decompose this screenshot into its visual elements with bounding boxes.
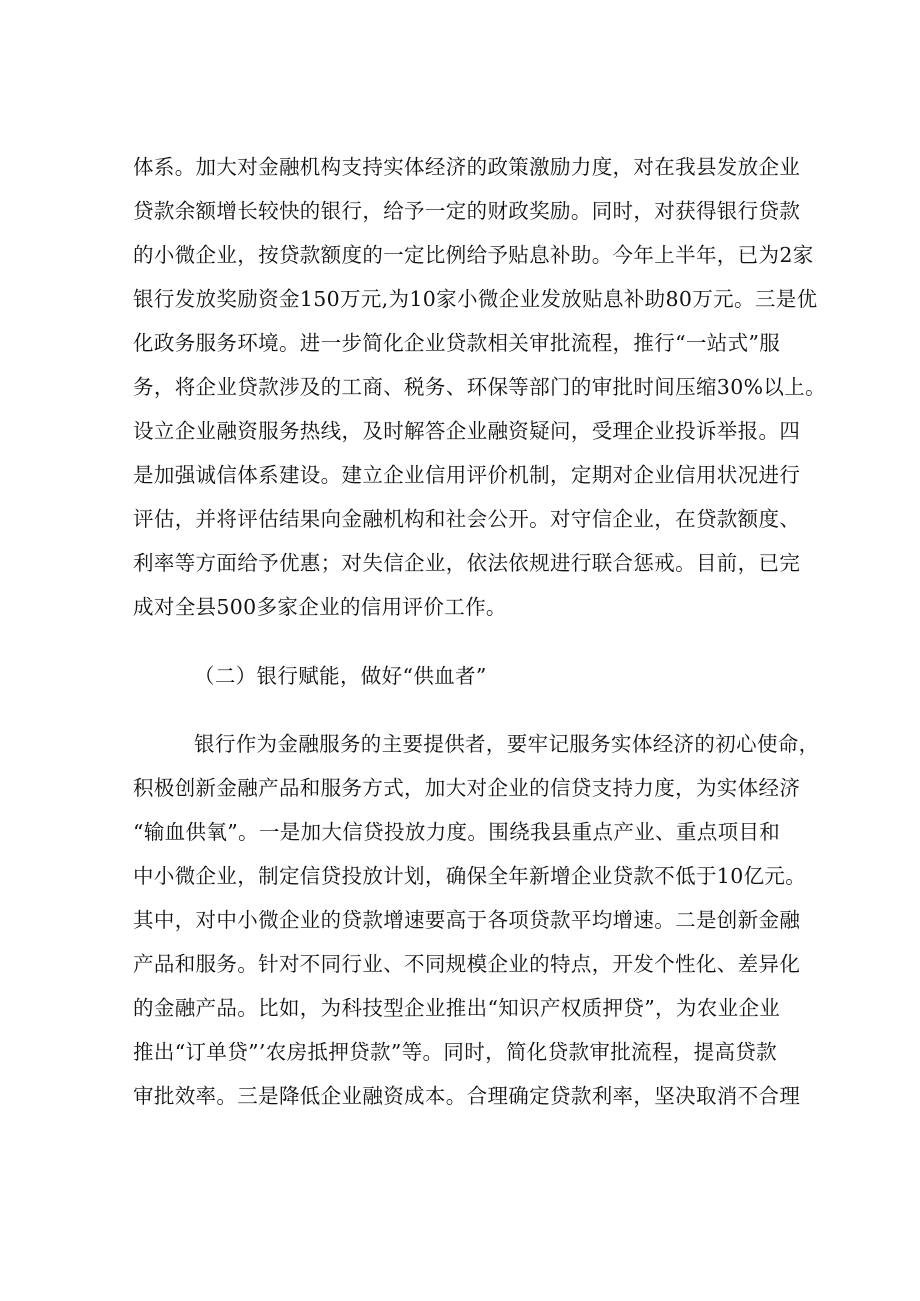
paragraph-1-line-4: 银行发放奖励资金150万元,为10家小微企业发放贴息补助80万元。三是优	[133, 287, 818, 311]
paragraph-1-line-5: 化政务服务环境。进一步简化企业贷款相关审批流程，推行“一站式”服	[133, 331, 781, 355]
paragraph-2-line-3: “输血供氧”。一是加大信贷投放力度。围绕我县重点产业、重点项目和	[133, 820, 781, 844]
section-heading: （二）银行赋能，做好“供血者”	[194, 664, 487, 688]
paragraph-1-line-2: 贷款余额增长较快的银行，给予一定的财政奖励。同时，对获得银行贷款	[133, 199, 801, 223]
paragraph-1-line-9: 评估，并将评估结果向金融机构和社会公开。对守信企业，在贷款额度、	[133, 507, 801, 531]
paragraph-2-line-5: 其中，对中小微企业的贷款增速要高于各项贷款平均增速。二是创新金融	[133, 908, 801, 932]
paragraph-1-line-8: 是加强诚信体系建设。建立企业信用评价机制，定期对企业信用状况进行	[133, 463, 801, 487]
paragraph-1-line-7: 设立企业融资服务热线，及时解答企业融资疑问，受理企业投诉举报。四	[133, 419, 801, 443]
paragraph-2-line-7: 的金融产品。比如，为科技型企业推出“知识产权质押贷”，为农业企业	[133, 996, 781, 1020]
paragraph-2-line-6: 产品和服务。针对不同行业、不同规模企业的特点，开发个性化、差异化	[133, 952, 801, 976]
paragraph-2-line-9: 审批效率。三是降低企业融资成本。合理确定贷款利率，坚决取消不合理	[133, 1084, 801, 1108]
paragraph-2-line-4: 中小微企业，制定信贷投放计划，确保全年新增企业贷款不低于10亿元。	[133, 864, 807, 888]
paragraph-1-line-10: 利率等方面给予优惠；对失信企业，依法依规进行联合惩戒。目前，已完	[133, 551, 801, 575]
paragraph-1-line-11: 成对全县500多家企业的信用评价工作。	[133, 595, 507, 619]
paragraph-1-line-6: 务，将企业贷款涉及的工商、税务、环保等部门的审批时间压缩30%以上。	[133, 375, 826, 399]
paragraph-2-line-2: 积极创新金融产品和服务方式，加大对企业的信贷支持力度，为实体经济	[133, 776, 801, 800]
paragraph-1-line-3: 的小微企业，按贷款额度的一定比例给予贴息补助。今年上半年，已为2家	[133, 243, 814, 267]
paragraph-2-line-8: 推出“订单贷”’农房抵押贷款”等。同时，简化贷款审批流程，提高贷款	[133, 1040, 778, 1064]
paragraph-1-line-1: 体系。加大对金融机构支持实体经济的政策激励力度，对在我县发放企业	[133, 155, 801, 179]
paragraph-2-line-1: 银行作为金融服务的主要提供者，要牢记服务实体经济的初心使命，	[194, 732, 820, 756]
